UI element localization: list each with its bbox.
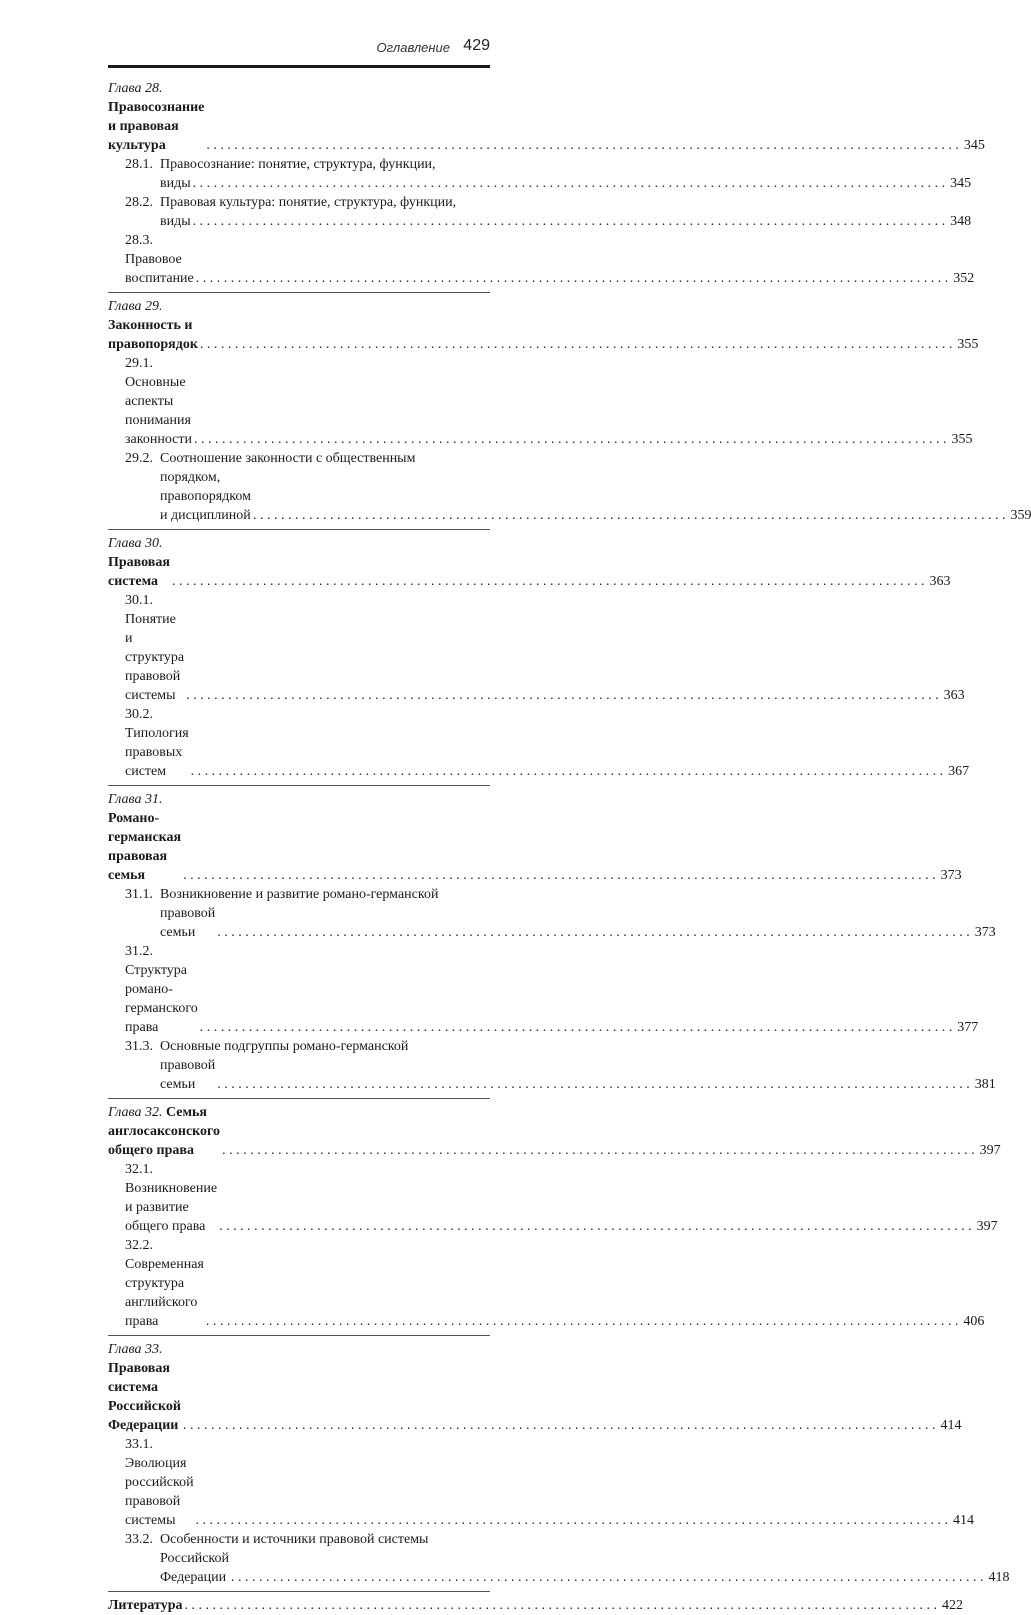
subsection-text [125, 231, 194, 288]
subsection-number: 28.1. [125, 157, 153, 172]
subsection-text [125, 1160, 217, 1236]
dot-leader [217, 1075, 970, 1094]
header-rule [108, 65, 490, 68]
toc-subsection[interactable] [108, 193, 972, 231]
subsection-body [160, 449, 1031, 525]
chapter-label: Глава 33. [108, 1342, 163, 1357]
chapter-label: Глава 29. [108, 299, 163, 314]
subsection-title: Правовое воспитание [125, 252, 194, 286]
subsection-number: 32.1. [125, 1162, 153, 1177]
subsection-last-line [160, 1549, 1010, 1587]
subsection-number: 28.2. [125, 195, 153, 210]
chapter-title: Романо-германская правовая семья [108, 811, 182, 883]
chapter-heading-text [108, 790, 181, 885]
dot-leader [219, 1217, 972, 1236]
toc-chapter-heading[interactable] [108, 1340, 962, 1435]
toc-subsection[interactable] [108, 1530, 1010, 1587]
chapter-label: Глава 31. [108, 792, 163, 807]
toc-chapter [108, 1098, 1001, 1331]
toc-chapter [108, 785, 996, 1094]
toc-subsection[interactable] [108, 885, 996, 942]
subsection-title-line [160, 193, 971, 212]
chapter-title: Правовая система Российской Федерации [108, 1361, 181, 1433]
toc-subsection[interactable] [108, 155, 972, 193]
toc-chapter-heading[interactable] [108, 79, 985, 155]
dot-leader [206, 1312, 959, 1331]
chapter-page-number: 363 [929, 574, 951, 589]
toc-chapter-heading[interactable] [108, 534, 951, 591]
chapter-title: Правосознание и правовая культура [108, 100, 205, 153]
subsection-title-part: виды [160, 214, 191, 229]
toc-chapter [108, 529, 970, 781]
subsection-number: 30.2. [125, 707, 153, 722]
toc-chapter-heading[interactable] [108, 297, 979, 354]
toc-chapter [108, 1335, 1010, 1587]
dot-leader [172, 572, 925, 591]
subsection-page-number: 352 [953, 271, 975, 286]
subsection-page-number: 377 [957, 1020, 979, 1035]
subsection-number: 29.1. [125, 356, 153, 371]
chapter-heading-text [108, 79, 204, 155]
subsection-title-part: виды [160, 176, 191, 191]
toc-subsection[interactable] [108, 1435, 975, 1530]
subsection-body [160, 1037, 996, 1094]
running-header [108, 37, 490, 59]
subsection-page-number: 381 [974, 1077, 996, 1092]
chapter-page-number: 345 [963, 138, 985, 153]
subsection-number: 31.3. [125, 1039, 153, 1054]
subsection-last-line [160, 1056, 996, 1094]
subsection-number: 33.2. [125, 1532, 153, 1547]
subsection-body [160, 1530, 1010, 1587]
dot-leader [200, 1018, 953, 1037]
toc-chapter [108, 292, 1031, 525]
subsection-number: 31.2. [125, 944, 153, 959]
table-of-contents [108, 79, 1031, 1615]
chapter-page-number: 414 [940, 1418, 962, 1433]
subsection-title: Основные аспекты понимания законности [125, 375, 192, 447]
subsection-text [125, 705, 189, 781]
chapter-title: Законность и правопорядок [108, 318, 198, 352]
subsection-last-line [160, 468, 1031, 525]
toc-chapter-heading[interactable] [108, 1103, 1001, 1160]
subsection-title-line [160, 1037, 996, 1056]
subsection-page-number: 345 [950, 176, 972, 191]
subsection-page-number: 348 [950, 214, 972, 229]
chapter-title: Семья англосаксонского общего права [108, 1105, 221, 1158]
subsection-text [125, 1236, 204, 1331]
dot-leader [217, 923, 970, 942]
toc-subsection[interactable] [108, 1037, 996, 1094]
chapter-label: Глава 28. [108, 81, 163, 96]
subsection-page-number: 406 [963, 1314, 985, 1329]
subsection-title-part: правовой семьи [160, 1058, 216, 1092]
subsection-title: Понятие и структура правовой системы [125, 612, 185, 703]
toc-chapter-heading[interactable] [108, 790, 962, 885]
subsection-title-part: Соотношение законности с общественным [160, 451, 416, 466]
toc-chapter [108, 79, 985, 288]
literature-text [108, 1596, 183, 1615]
subsection-title-line [160, 1530, 1010, 1549]
subsection-title-part: Возникновение и развитие романо-германской [160, 887, 439, 902]
dot-leader [196, 269, 949, 288]
dot-leader [253, 506, 1006, 525]
dot-leader [194, 430, 947, 449]
dot-leader [193, 212, 946, 231]
chapter-heading-text [108, 1340, 181, 1435]
subsection-number: 30.1. [125, 593, 153, 608]
subsection-page-number: 373 [974, 925, 996, 940]
subsection-title-line [160, 449, 1031, 468]
dot-leader [185, 1596, 938, 1615]
toc-subsection[interactable] [108, 705, 970, 781]
dot-leader [193, 174, 946, 193]
subsection-title: Структура романо-германского права [125, 963, 198, 1035]
chapter-page-number: 355 [957, 337, 979, 352]
dot-leader [183, 866, 936, 885]
subsection-page-number: 367 [948, 764, 970, 779]
toc-subsection[interactable] [108, 942, 979, 1037]
subsection-last-line [160, 174, 971, 193]
subsection-page-number: 355 [951, 432, 973, 447]
toc-subsection[interactable] [108, 231, 975, 288]
chapter-page-number: 397 [979, 1143, 1001, 1158]
subsection-text [125, 354, 192, 449]
page-number: 429 [463, 37, 490, 54]
subsection-number: 32.2. [125, 1238, 153, 1253]
chapter-heading-text [108, 1103, 220, 1160]
dot-leader [186, 686, 939, 705]
subsection-body [160, 193, 971, 231]
dot-leader [191, 762, 944, 781]
subsection-number: 29.2. [125, 451, 153, 466]
subsection-title-part: Правосознание: понятие, структура, функции, [160, 157, 436, 172]
toc-subsection[interactable] [108, 1160, 998, 1236]
dot-leader [196, 1511, 949, 1530]
subsection-last-line [160, 212, 971, 231]
subsection-text [125, 1435, 194, 1530]
dot-leader [231, 1568, 984, 1587]
dot-leader [200, 335, 953, 354]
toc-subsection[interactable] [108, 1236, 985, 1331]
running-header-title: Оглавление [376, 40, 450, 55]
subsection-page-number: 359 [1010, 508, 1031, 523]
subsection-title: Типология правовых систем [125, 726, 189, 779]
literature-entry[interactable] [108, 1596, 963, 1615]
subsection-title-part: Правовая культура: понятие, структура, функции, [160, 195, 457, 210]
subsection-title-part: Российской Федерации [160, 1551, 229, 1585]
subsection-text [125, 591, 184, 705]
dot-leader [183, 1416, 936, 1435]
literature-title: Литература [108, 1598, 183, 1613]
subsection-title-line [160, 885, 996, 904]
subsection-title: Современная структура английского права [125, 1257, 204, 1329]
subsection-title-line [160, 155, 971, 174]
subsection-title: Эволюция российской правовой системы [125, 1456, 194, 1528]
toc-literature [108, 1591, 963, 1615]
subsection-number: 31.1. [125, 887, 153, 902]
subsection-page-number: 363 [943, 688, 965, 703]
subsection-number: 33.1. [125, 1437, 153, 1452]
subsection-title-part: Особенности и источники правовой системы [160, 1532, 429, 1547]
chapter-heading-text [108, 534, 170, 591]
dot-leader [206, 136, 959, 155]
subsection-title-part: порядком, правопорядком и дисциплиной [160, 470, 251, 523]
toc-subsection[interactable] [108, 354, 973, 449]
subsection-title-part: Основные подгруппы романо-германской [160, 1039, 409, 1054]
chapter-label: Глава 30. [108, 536, 163, 551]
subsection-text [125, 942, 198, 1037]
dot-leader [222, 1141, 975, 1160]
chapter-heading-text [108, 297, 198, 354]
toc-subsection[interactable] [108, 591, 965, 705]
chapter-page-number: 373 [940, 868, 962, 883]
subsection-page-number: 397 [976, 1219, 998, 1234]
subsection-page-number: 414 [953, 1513, 975, 1528]
subsection-body [160, 155, 971, 193]
subsection-last-line [160, 904, 996, 942]
subsection-page-number: 418 [988, 1570, 1010, 1585]
chapter-title: Правовая система [108, 555, 170, 589]
literature-page-number: 422 [942, 1598, 963, 1613]
subsection-title-part: правовой семьи [160, 906, 216, 940]
toc-subsection[interactable] [108, 449, 1031, 525]
subsection-number: 28.3. [125, 233, 153, 248]
subsection-body [160, 885, 996, 942]
subsection-title: Возникновение и развитие общего права [125, 1181, 218, 1234]
chapter-label: Глава 32. [108, 1105, 163, 1120]
